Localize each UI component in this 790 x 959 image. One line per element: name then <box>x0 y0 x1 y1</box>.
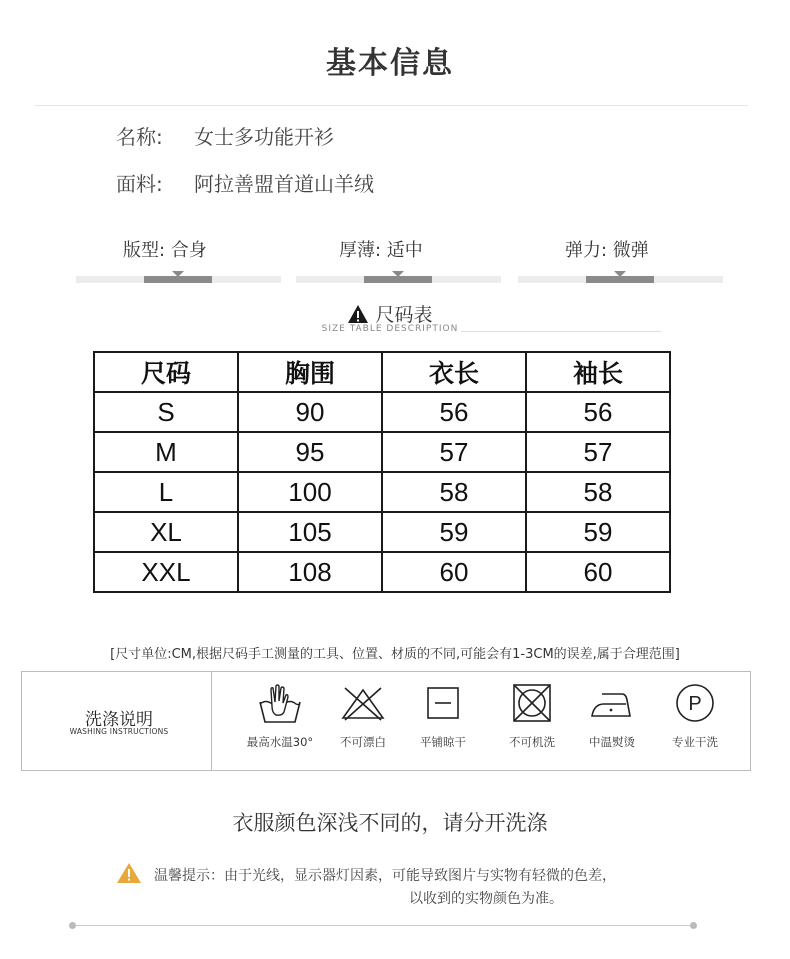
dry-flat-icon <box>419 682 467 726</box>
care-label: 不可机洗 <box>509 735 555 749</box>
tips-text <box>116 865 696 911</box>
table-row <box>94 552 670 592</box>
table-cell: L <box>94 472 238 512</box>
table-cell: M <box>94 432 238 472</box>
fit-scale-pointer <box>172 271 184 277</box>
divider <box>35 105 748 106</box>
tips-line-2: 以收到的实物颜色为准。 <box>409 891 563 907</box>
table-row <box>94 432 670 472</box>
table-header-cell: 尺码 <box>94 352 238 392</box>
thickness-scale <box>296 276 501 283</box>
care-label: 中温熨烫 <box>589 735 635 749</box>
table-header-cell: 袖长 <box>526 352 670 392</box>
fit-label: 版型: 合身 <box>123 240 207 261</box>
table-cell: S <box>94 392 238 432</box>
table-row <box>94 512 670 552</box>
care-label: 平铺晾干 <box>420 735 466 749</box>
table-cell: 60 <box>382 552 526 592</box>
thickness-scale-marker <box>364 276 432 283</box>
care-item-dry-flat <box>398 682 488 750</box>
divider <box>72 925 694 926</box>
no-bleach-icon <box>339 682 387 726</box>
table-cell: 57 <box>526 432 670 472</box>
size-table-subtitle: SIZE TABLE DESCRIPTION <box>321 324 459 334</box>
table-cell: 58 <box>526 472 670 512</box>
fit-scale <box>76 276 281 283</box>
care-item-no-bleach <box>318 682 408 750</box>
dry-clean-p-icon <box>671 682 719 726</box>
table-header-cell: 胸围 <box>238 352 382 392</box>
info-fabric-row <box>116 168 374 197</box>
elasticity-scale-marker <box>586 276 654 283</box>
elasticity-label: 弹力: 微弹 <box>565 240 649 261</box>
elasticity-scale-pointer <box>614 271 626 277</box>
care-item-hand-wash <box>235 682 325 750</box>
care-item-dry-clean <box>650 682 740 750</box>
wash-reminder: 衣服颜色深浅不同的，请分开洗涤 <box>232 811 548 835</box>
thickness-label: 厚薄: 适中 <box>339 240 423 261</box>
warning-icon <box>347 304 369 324</box>
table-row <box>94 472 670 512</box>
no-machine-wash-icon <box>508 682 556 726</box>
info-name-key: 名称: <box>116 125 163 149</box>
table-cell: 105 <box>238 512 382 552</box>
table-cell: XL <box>94 512 238 552</box>
table-row <box>94 392 670 432</box>
dry-clean-glyph: P <box>688 693 702 715</box>
table-cell: 56 <box>526 392 670 432</box>
table-header-row <box>94 352 670 392</box>
hand-wash-icon <box>256 682 304 726</box>
table-cell: 58 <box>382 472 526 512</box>
table-cell: 59 <box>526 512 670 552</box>
table-header-cell: 衣长 <box>382 352 526 392</box>
care-item-iron <box>567 682 657 750</box>
table-cell: 108 <box>238 552 382 592</box>
info-fabric-value: 阿拉善盟首道山羊绒 <box>194 172 374 196</box>
tips-line-1: 温馨提示：由于光线，显示器灯因素，可能导致图片与实物有轻微的色差， <box>154 868 616 884</box>
size-note: [尺寸单位:CM,根据尺码手工测量的工具、位置、材质的不同,可能会有1-3CM的误差,属于合理范围] <box>110 647 680 662</box>
divider <box>461 331 661 332</box>
elasticity-scale <box>518 276 723 283</box>
size-table <box>93 351 671 593</box>
iron-medium-icon <box>588 682 636 726</box>
table-cell: 60 <box>526 552 670 592</box>
size-table-title: 尺码表 <box>375 304 433 326</box>
page-title: 基本信息 <box>326 46 454 81</box>
table-cell: 95 <box>238 432 382 472</box>
info-name-value: 女士多功能开衫 <box>194 125 334 149</box>
size-table-heading <box>0 300 780 327</box>
divider <box>211 672 212 770</box>
care-label: 专业干洗 <box>672 735 718 749</box>
table-cell: 56 <box>382 392 526 432</box>
washing-subtitle: WASHING INSTRUCTIONS <box>69 727 169 736</box>
table-cell: 90 <box>238 392 382 432</box>
info-name-row <box>116 121 334 150</box>
care-item-no-machine-wash <box>487 682 577 750</box>
divider-dot <box>69 922 76 929</box>
table-cell: XXL <box>94 552 238 592</box>
thickness-scale-pointer <box>392 271 404 277</box>
care-label: 不可漂白 <box>340 735 386 749</box>
info-fabric-key: 面料: <box>116 172 163 196</box>
care-label: 最高水温30° <box>246 735 314 749</box>
fit-scale-marker <box>144 276 212 283</box>
table-cell: 100 <box>238 472 382 512</box>
table-cell: 57 <box>382 432 526 472</box>
divider-dot <box>690 922 697 929</box>
washing-title: 洗涤说明 <box>85 710 153 730</box>
table-cell: 59 <box>382 512 526 552</box>
